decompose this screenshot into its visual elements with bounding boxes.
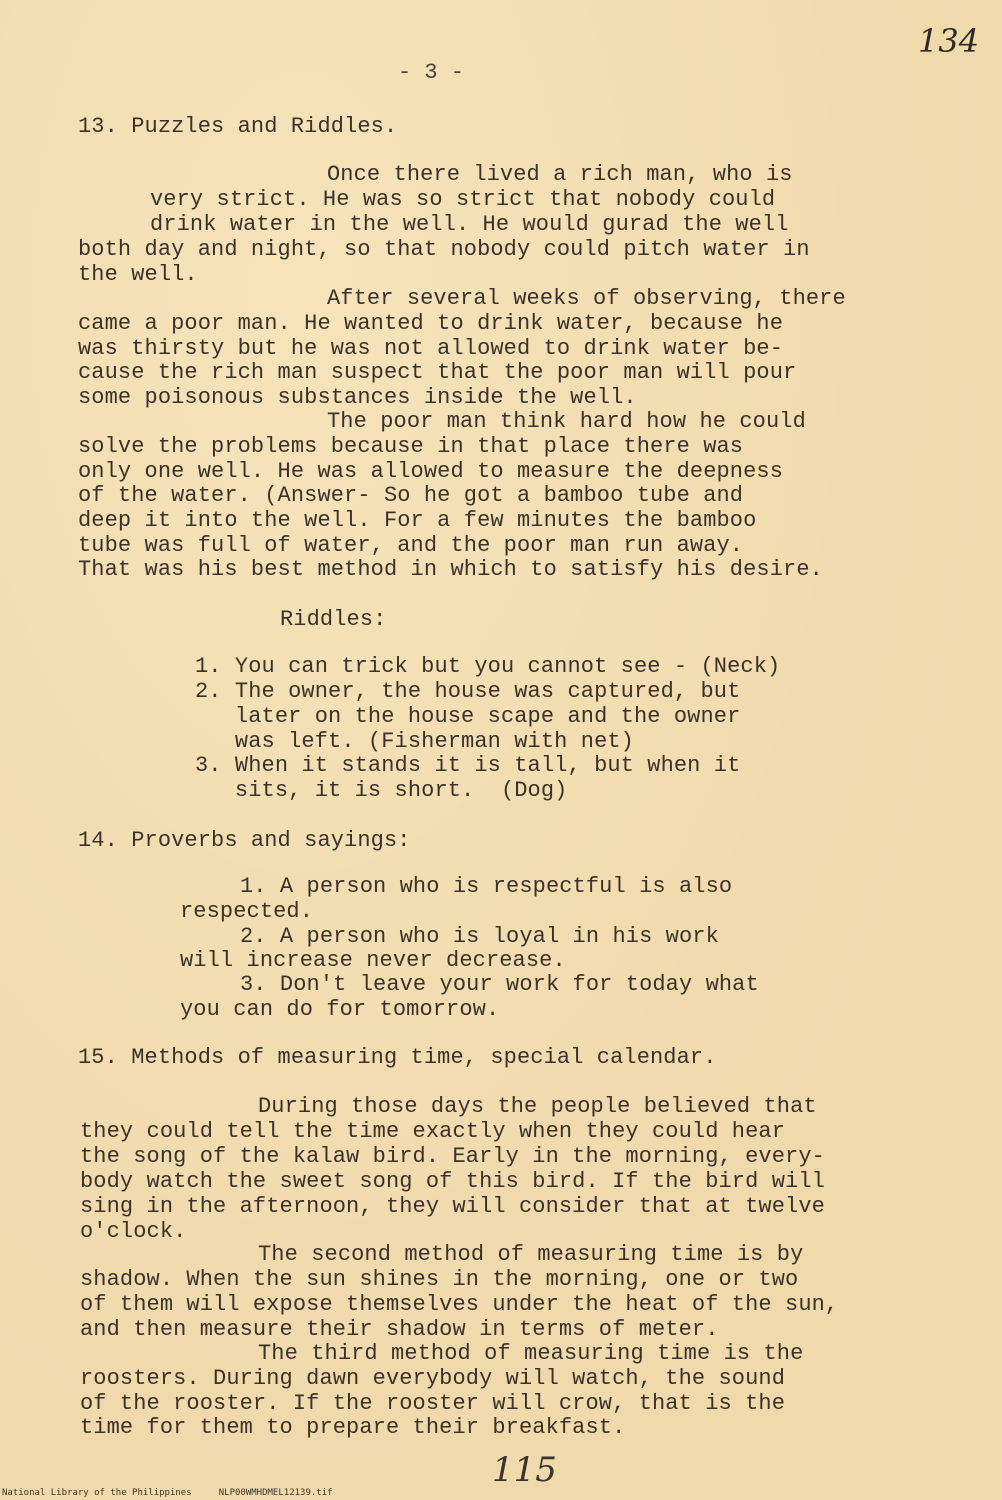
text-line: sing in the afternoon, they will consider that at twelve [80,1194,825,1219]
proverb-line: 3. Don't leave your work for today what [240,972,759,997]
handwritten-page-number: 115 [492,1450,557,1490]
text-line: was thirsty but he was not allowed to drink water be- [78,336,784,361]
text-line: deep it into the well. For a few minutes the bamboo [78,508,757,533]
text-line: The poor man think hard how he could [327,409,806,434]
text-line: That was his best method in which to satisfy his desire. [78,557,823,582]
text-line: very strict. He was so strict that nobody could [150,187,776,212]
text-line: Once there lived a rich man, who is [327,162,793,187]
text-line: the song of the kalaw bird. Early in the morning, every- [80,1144,825,1169]
text-line: came a poor man. He wanted to drink water, because he [78,311,784,336]
text-line: and then measure their shadow in terms of meter. [80,1317,719,1342]
text-line: roosters. During dawn everybody will watch, the sound [80,1366,786,1391]
text-line: of the rooster. If the rooster will crow, that is the [80,1391,786,1416]
riddle-item: sits, it is short. (Dog) [195,778,568,803]
text-line: The third method of measuring time is the [258,1341,804,1366]
riddle-item: 2. The owner, the house was captured, but [195,679,741,704]
text-line: cause the rich man suspect that the poor man will pour [78,360,797,385]
proverb-line: will increase never decrease. [180,948,566,973]
riddle-item: 3. When it stands it is tall, but when it [195,753,741,778]
text-line: solve the problems because in that place there was [78,434,744,459]
footer-filename: NLP00WMHDMEL12139.tif [218,1488,333,1498]
footer-institution: National Library of the Philippines [2,1488,192,1498]
riddle-item: was left. (Fisherman with net) [195,729,634,754]
section-14-heading: 14. Proverbs and sayings: [78,828,411,853]
proverb-line: 1. A person who is respectful is also [240,874,733,899]
riddle-item: later on the house scape and the owner [195,704,741,729]
riddle-item: 1. You can trick but you cannot see - (Neck) [195,654,781,679]
text-line: only one well. He was allowed to measure the deepness [78,459,784,484]
text-line: both day and night, so that nobody could pitch water in [78,237,810,262]
scan-footer [2,1488,333,1498]
text-line: tube was full of water, and the poor man run away. [78,533,744,558]
text-line: of the water. (Answer- So he got a bamboo tube and [78,483,744,508]
text-line: During those days the people believed that [258,1094,817,1119]
text-line: body watch the sweet song of this bird. If the bird will [80,1169,825,1194]
top-page-marker: - 3 - [398,60,465,85]
text-line: shadow. When the sun shines in the morning, one or two [80,1267,799,1292]
riddles-heading: Riddles: [280,607,387,632]
proverb-line: you can do for tomorrow. [180,997,500,1022]
proverb-line: 2. A person who is loyal in his work [240,924,719,949]
text-line: the well. [78,262,198,287]
text-line: The second method of measuring time is by [258,1242,804,1267]
text-line: time for them to prepare their breakfast. [80,1415,626,1440]
text-line: drink water in the well. He would gurad the well [150,212,789,237]
text-line: After several weeks of observing, there [327,286,846,311]
corner-page-number: 134 [918,22,980,60]
proverb-line: respected. [180,899,314,924]
text-line: of them will expose themselves under the heat of the sun, [80,1292,839,1317]
section-13-heading: 13. Puzzles and Riddles. [78,114,398,139]
text-line: o'clock. [80,1219,187,1244]
text-line: some poisonous substances inside the well. [78,385,637,410]
text-line: they could tell the time exactly when they could hear [80,1119,786,1144]
section-15-heading: 15. Methods of measuring time, special calendar. [78,1045,717,1070]
